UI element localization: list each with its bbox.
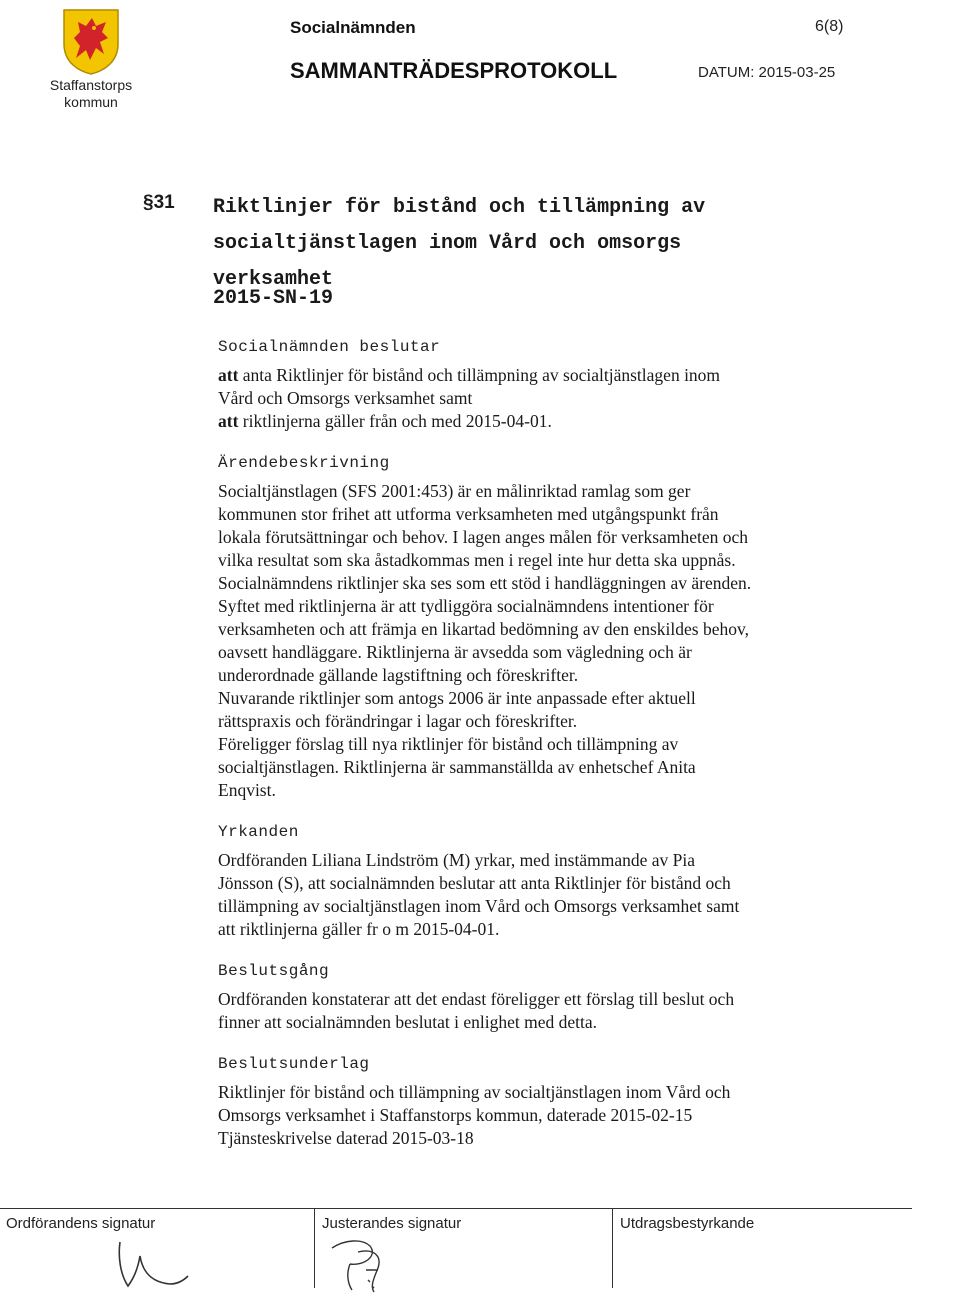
section-title-line: socialtjänstlagen inom Vård och omsorgs: [213, 232, 682, 255]
paragraph-line: Socialnämndens riktlinjer ska ses som ett stöd i handläggningen av ärenden.: [218, 573, 752, 593]
document-title: SAMMANTRÄDESPROTOKOLL: [290, 58, 618, 83]
motions-text: [218, 849, 868, 941]
att-keyword: att: [218, 411, 239, 431]
paragraph-line: verksamheten och att främja en likartad bedömning av den enskildes behov,: [218, 619, 749, 639]
paragraph-line: rättspraxis och förändringar i lagar och föreskrifter.: [218, 711, 578, 731]
paragraph-line: socialtjänstlagen. Riktlinjerna är sammanställda av enhetschef Anita: [218, 757, 696, 777]
chair-signature-image: [108, 1234, 198, 1294]
decision-line: Vård och Omsorgs verksamhet samt: [218, 388, 473, 408]
chair-signature-label: Ordförandens signatur: [6, 1215, 156, 1232]
adjuster-signature-label: Justerandes signatur: [322, 1215, 462, 1232]
paragraph-line: Ordföranden konstaterar att det endast föreligger ett förslag till beslut och: [218, 989, 735, 1009]
adjuster-signature-image: [322, 1230, 402, 1300]
paragraph-line: Enqvist.: [218, 780, 276, 800]
paragraph-line: att riktlinjerna gäller fr o m 2015-04-01.: [218, 919, 500, 939]
att-keyword: att: [218, 365, 239, 385]
paragraph-line: Jönsson (S), att socialnämnden beslutar att anta Riktlinjer för bistånd och: [218, 873, 731, 893]
paragraph-line: Föreligger förslag till nya riktlinjer för bistånd och tillämpning av: [218, 734, 679, 754]
paragraph-line: lokala förutsättningar och behov. I lagen anges målen för verksamheten och: [218, 527, 748, 547]
extract-certification-label: Utdragsbestyrkande: [620, 1215, 755, 1232]
section-number: §31: [143, 192, 175, 213]
paragraph-line: Omsorgs verksamhet i Staffanstorps kommun, daterade 2015-02-15: [218, 1105, 693, 1125]
decision-text: riktlinjerna gäller från och med 2015-04-01.: [238, 411, 552, 431]
coat-of-arms-icon: [62, 8, 120, 76]
paragraph-line: Tjänsteskrivelse daterad 2015-03-18: [218, 1128, 474, 1148]
section-title-line: Riktlinjer för bistånd och tillämpning av: [213, 196, 706, 219]
procedure-text: [218, 988, 868, 1034]
meeting-date: DATUM: 2015-03-25: [698, 64, 836, 81]
paragraph-line: underordnade gällande lagstiftning och föreskrifter.: [218, 665, 579, 685]
paragraph-line: Riktlinjer för bistånd och tillämpning av socialtjänstlagen inom Vård och: [218, 1082, 731, 1102]
motions-heading: Yrkanden: [218, 823, 299, 841]
procedure-heading: Beslutsgång: [218, 962, 330, 980]
signature-footer: [0, 1208, 960, 1315]
decision-line: [218, 364, 868, 387]
org-name-line1: Staffanstorps: [49, 77, 133, 93]
description-text: [218, 480, 868, 802]
protocol-body: [218, 338, 868, 1150]
committee-name: Socialnämnden: [290, 18, 416, 37]
paragraph-line: Syftet med riktlinjerna är att tydliggöra socialnämndens intentioner för: [218, 596, 714, 616]
org-name-line2: kommun: [64, 94, 118, 110]
paragraph-line: Nuvarande riktlinjer som antogs 2006 är inte anpassade efter aktuell: [218, 688, 696, 708]
decision-text: anta Riktlinjer för bistånd och tillämpning av socialtjänstlagen inom: [238, 365, 721, 385]
page-number: 6(8): [815, 18, 844, 35]
paragraph-line: Ordföranden Liliana Lindström (M) yrkar, med instämmande av Pia: [218, 850, 696, 870]
decision-heading: Socialnämnden beslutar: [218, 338, 441, 356]
section-title: [213, 190, 833, 298]
footer-divider: [0, 1208, 912, 1209]
basis-text: [218, 1081, 868, 1150]
paragraph-line: vilka resultat som ska åstadkommas men i regel inte hur detta ska uppnås.: [218, 550, 736, 570]
paragraph-line: kommunen stor frihet att utforma verksamheten med utgångspunkt från: [218, 504, 719, 524]
footer-column-divider: [314, 1208, 315, 1288]
paragraph-line: tillämpning av socialtjänstlagen inom Vård och Omsorgs verksamhet samt: [218, 896, 740, 916]
basis-heading: Beslutsunderlag: [218, 1055, 370, 1073]
description-heading: Ärendebeskrivning: [218, 454, 390, 472]
paragraph-line: oavsett handläggare. Riktlinjerna är avsedda som vägledning och är: [218, 642, 692, 662]
case-number: 2015-SN-19: [213, 287, 334, 310]
decision-line: [218, 410, 868, 433]
footer-column-divider: [612, 1208, 613, 1288]
municipality-logo: [46, 8, 136, 110]
section-title-line: verksamhet: [213, 268, 334, 291]
paragraph-line: Socialtjänstlagen (SFS 2001:453) är en målinriktad ramlag som ger: [218, 481, 691, 501]
paragraph-line: finner att socialnämnden beslutat i enlighet med detta.: [218, 1012, 598, 1032]
